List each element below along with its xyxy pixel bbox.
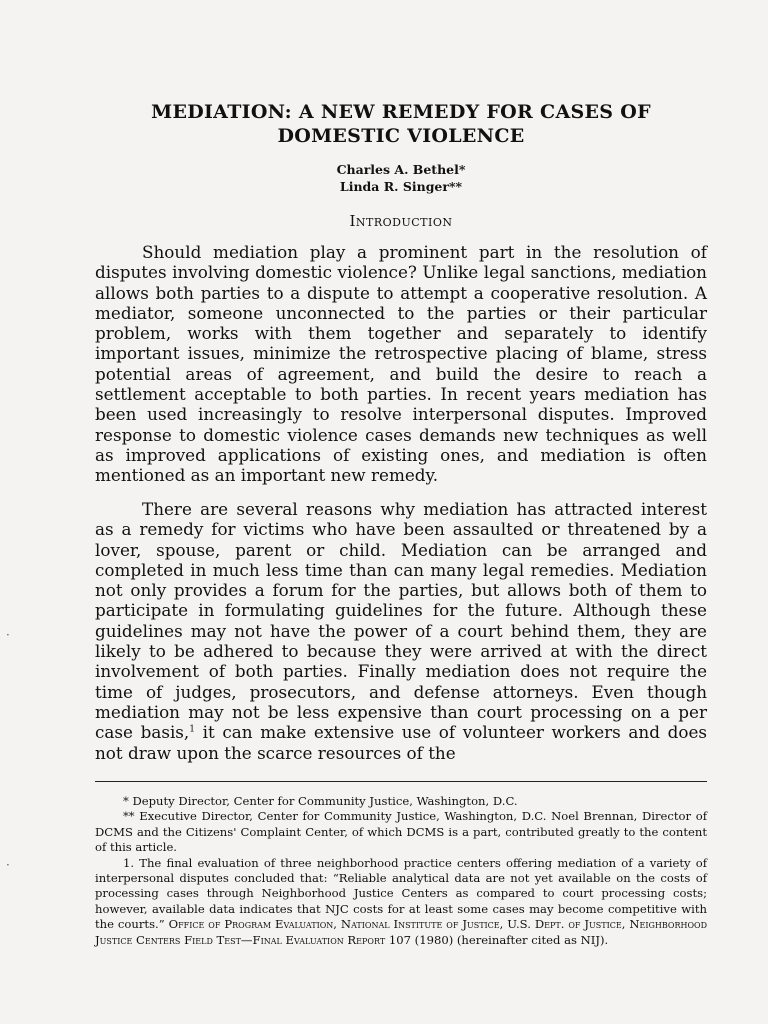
margin-mark: · — [6, 628, 10, 642]
footnotes — [95, 794, 707, 948]
title-line-2: DOMESTIC VIOLENCE — [277, 125, 525, 147]
footnote-star: * Deputy Director, Center for Community Justice, Washington, D.C. — [123, 794, 518, 808]
paragraph-text-part-1: There are several reasons why mediation has attracted interest as a remedy for victims who have been assaulted or threatened by a lover, spouse, parent or child. Mediation can be arranged and completed in much less time than can many legal remedies. Mediation not only provides a forum for the parties, but allows both of them to participate in formulating guidelines for the future. Although these guidelines may not have the power of a court behind them, they are likely to be adhered to because they were arrived at with the direct involvement of both parties. Finally mediation does not require the time of judges, prosecutors, and defense attorneys. Even though mediation may not be less expensive than court processing on a per case basis, — [95, 499, 707, 743]
paragraph-text-part-2: it can make extensive use of volunteer workers and does not draw upon the scarce resources of the — [95, 722, 708, 763]
section-heading: Introduction — [349, 212, 453, 230]
margin-mark: · — [6, 858, 10, 872]
footnote-1 — [95, 856, 707, 948]
footnote-1-text: 1. The final evaluation of three neighborhood practice centers offering mediation of a variety of interpersonal disputes concluded that: “Reliable analytical data are not yet available on the costs of processing cases through Neighborhood Justice Centers as compared to court processing costs; however, available data indicates that NJC costs for at least some cases may become competitive with the courts.” — [95, 855, 707, 932]
paragraph-text — [95, 499, 707, 763]
footnote-reference: 1 — [189, 724, 195, 735]
title-line-1: MEDIATION: A NEW REMEDY FOR CASES OF — [151, 101, 651, 123]
body-paragraph-1 — [95, 242, 707, 486]
body-paragraph-2 — [95, 499, 707, 763]
paragraph-text: Should mediation play a prominent part in the resolution of disputes involving domestic violence? Unlike legal sanctions, mediation allows both parties to a dispute to attempt a cooperative resolution. A mediator, someone unconnected to the parties or their particular problem, works with them together and separately to identify important issues, minimize the retrospective placing of blame, stress potential areas of agreement, and build the desire to reach a settlement acceptable to both parties. In recent years mediation has been used increasingly to resolve interpersonal disputes. Improved response to domestic violence cases demands new techniques as well as improved applications of existing ones, and mediation is often mentioned as an important new remedy. — [95, 242, 707, 486]
footnote-double-star: ** Executive Director, Center for Community Justice, Washington, D.C. Noel Brennan, Director of DCMS and the Citizens' Complaint Center, of which DCMS is a part, contributed greatly to the content of this article. — [95, 809, 707, 855]
article-title — [95, 100, 707, 148]
author-1: Charles A. Bethel* — [336, 162, 466, 177]
author-list — [95, 161, 707, 195]
footnote-divider — [95, 781, 707, 782]
author-2: Linda R. Singer** — [339, 179, 463, 194]
footnote-1-citation: Office of Program Evaluation, National Institute of Justice, U.S. Dept. of Justice, Neighborhood Justice Centers Field Test—Final Evaluation Report — [95, 917, 707, 947]
footnote-1-tail: 107 (1980) (hereinafter cited as NIJ). — [385, 932, 609, 947]
